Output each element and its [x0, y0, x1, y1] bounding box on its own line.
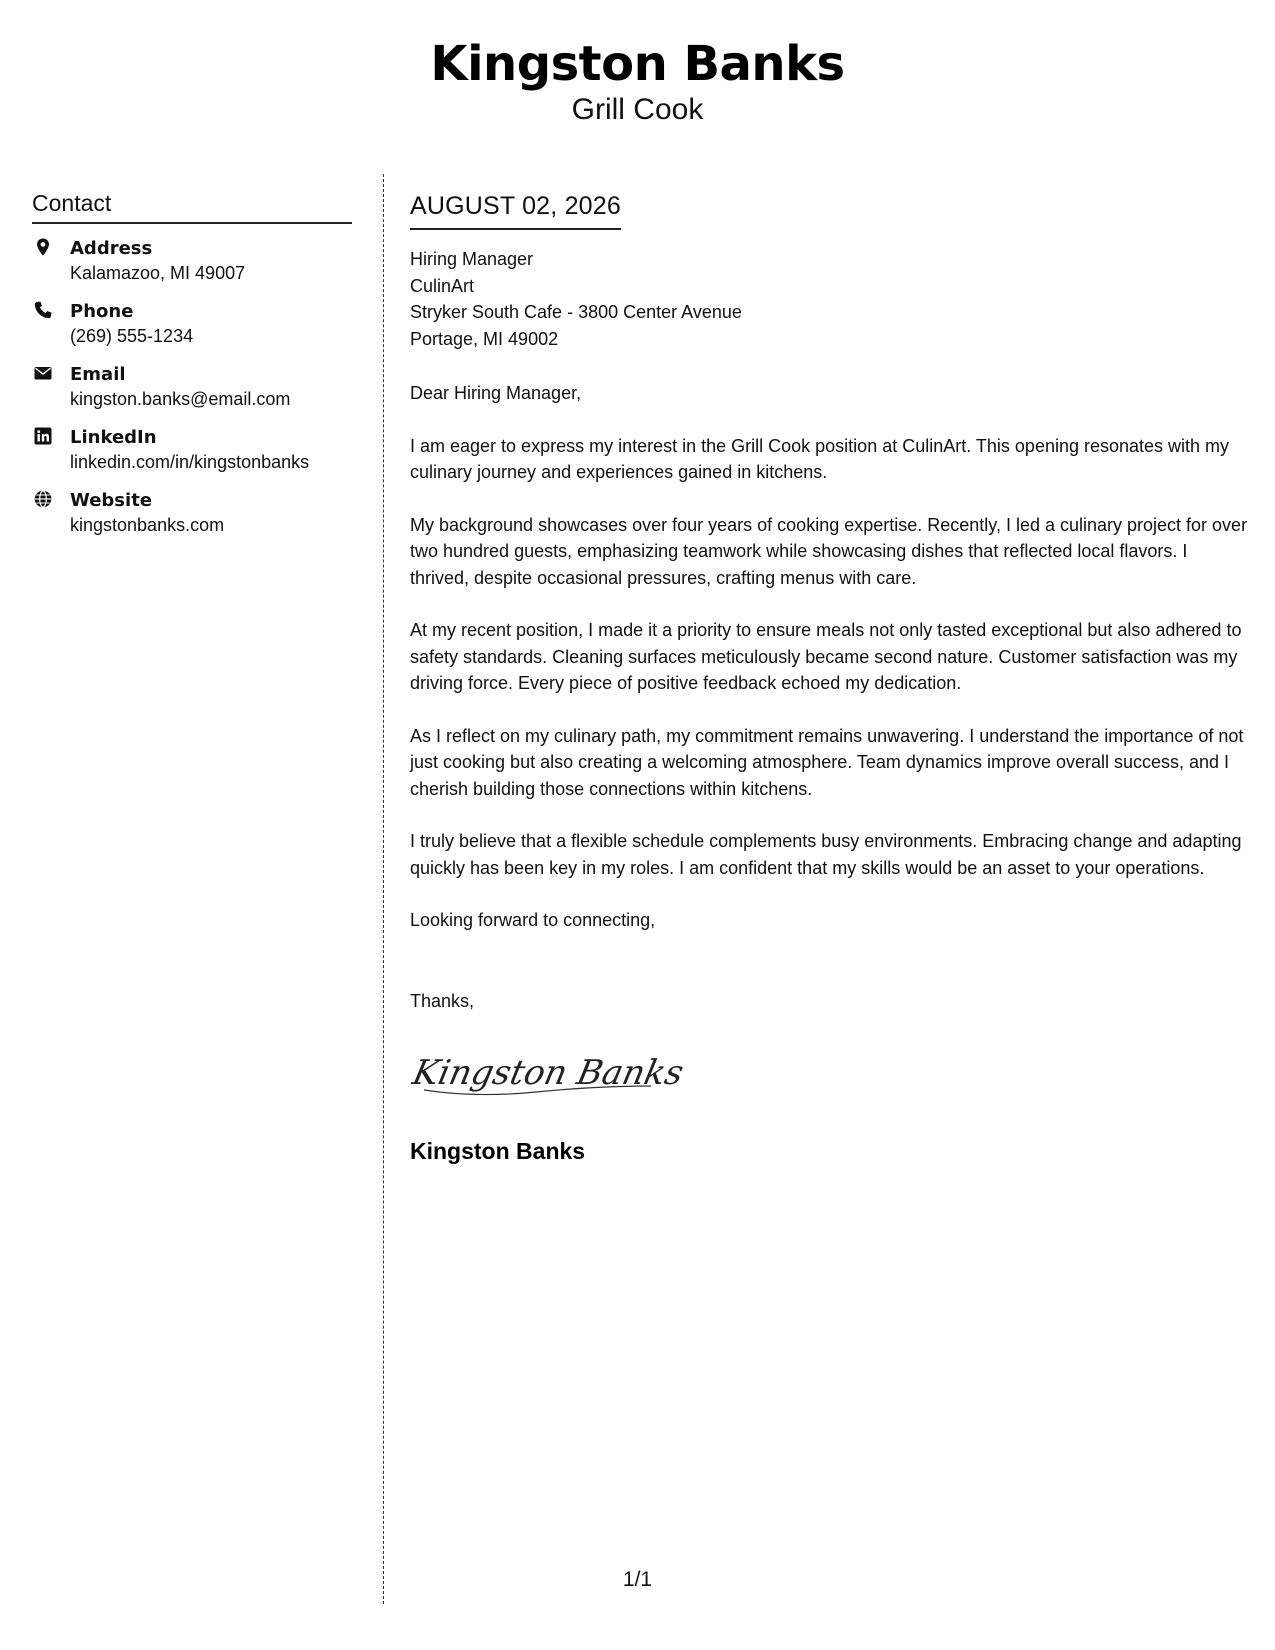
contact-label: Phone	[70, 301, 134, 322]
header	[0, 34, 1275, 128]
signer-name: Kingston Banks	[410, 1137, 586, 1164]
phone-icon	[34, 301, 52, 319]
greeting: Dear Hiring Manager,	[410, 383, 582, 403]
paragraph: I am eager to express my interest in the Grill Cook position at CulinArt. This opening resonates with my culinary journey and experiences gained in kitchens.	[410, 435, 1230, 482]
envelope-icon	[34, 364, 52, 382]
recipient-line: Stryker South Cafe - 3800 Center Avenue	[410, 302, 742, 322]
recipient-block	[410, 246, 1250, 352]
signoff: Thanks,	[410, 990, 475, 1011]
recipient-line: Portage, MI 49002	[410, 328, 559, 349]
closing-line: Looking forward to connecting,	[410, 910, 656, 930]
globe-icon	[34, 490, 52, 508]
contact-label: Address	[70, 238, 153, 259]
contact-item-phone	[32, 299, 352, 349]
recipient-line: CulinArt	[410, 275, 475, 296]
page-number: 1/1	[622, 1568, 653, 1591]
contact-label: LinkedIn	[70, 427, 157, 448]
paragraph: My background showcases over four years of cooking expertise. Recently, I led a culinary project for over two hundred guests, emphasizing teamwork while showcasing dishes that reflected local flavors. I thrived, despite occasional pressures, crafting menus with care.	[410, 514, 1248, 588]
job-title: Grill Cook	[571, 93, 704, 126]
contact-item-website	[32, 488, 352, 538]
letter-body	[410, 188, 1250, 1166]
paragraph: As I reflect on my culinary path, my commitment remains unwavering. I understand the importance of not just cooking but also creating a welcoming atmosphere. Team dynamics improve overall success, and I cherish building those connections within kitchens.	[410, 725, 1244, 799]
column-divider	[383, 174, 384, 1604]
contact-item-address	[32, 236, 352, 286]
paragraph: At my recent position, I made it a priority to ensure meals not only tasted exceptional but also adhered to safety standards. Cleaning surfaces meticulously became second nature. Customer satisfaction was my driving force. Every piece of positive feedback echoed my dedication.	[410, 620, 1242, 693]
map-pin-icon	[34, 238, 52, 256]
contact-heading: Contact	[32, 188, 352, 224]
contact-value: kingston.banks@email.com	[70, 389, 291, 409]
recipient-line: Hiring Manager	[410, 249, 534, 269]
contact-value: kingstonbanks.com	[70, 515, 225, 535]
contact-sidebar	[32, 188, 352, 551]
contact-item-email	[32, 362, 352, 412]
handwritten-signature	[409, 1042, 1250, 1110]
contact-value: Kalamazoo, MI 49007	[70, 263, 246, 283]
contact-label: Website	[70, 490, 153, 511]
contact-item-linkedin	[32, 425, 352, 475]
contact-value: (269) 555-1234	[70, 326, 194, 346]
letter-date: AUGUST 02, 2026	[410, 188, 621, 230]
contact-list	[32, 236, 352, 538]
contact-label: Email	[70, 364, 126, 385]
linkedin-icon	[34, 427, 52, 445]
applicant-name: Kingston Banks	[430, 36, 845, 92]
svg-text:Kingston Banks: Kingston Banks	[409, 1053, 687, 1093]
paragraph: I truly believe that a flexible schedule complements busy environments. Embracing change and adapting quickly has been key in my roles. I am confident that my skills would be an asset to your operations.	[410, 831, 1242, 878]
contact-value: linkedin.com/in/kingstonbanks	[70, 452, 310, 472]
